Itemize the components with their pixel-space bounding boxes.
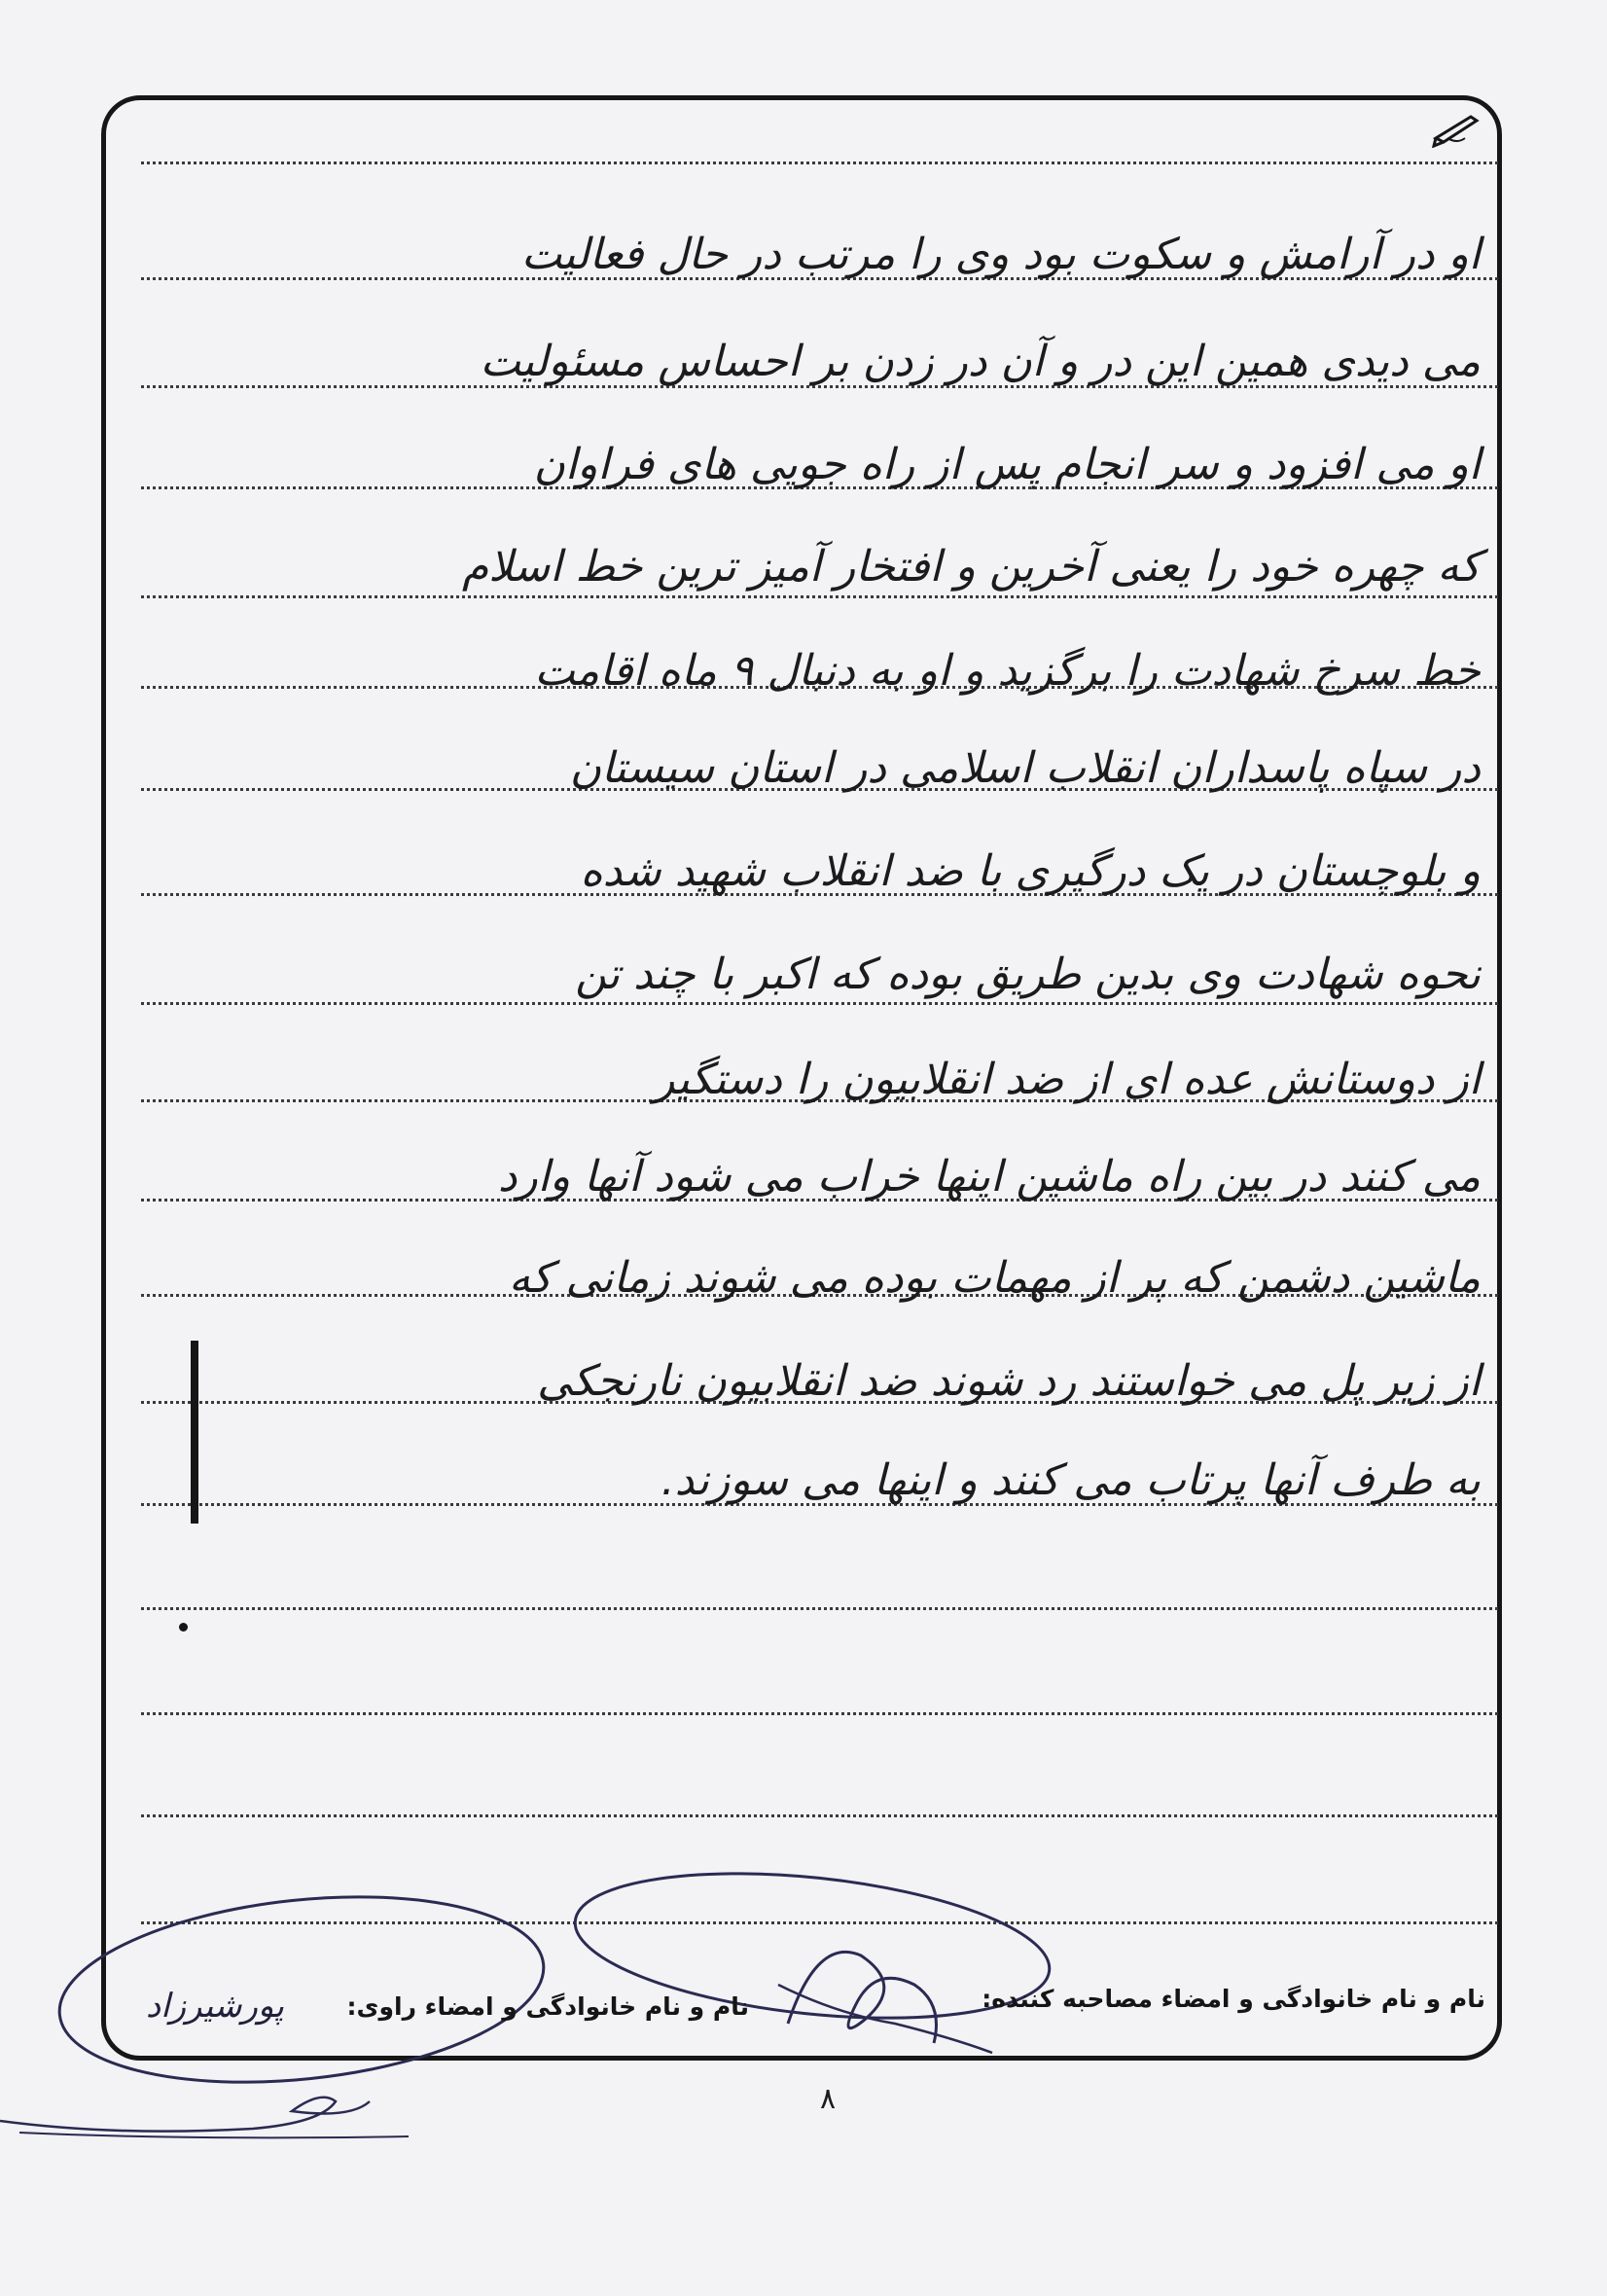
narrator-signature: پورشیرزاد: [146, 1987, 284, 2026]
narrator-label: نام و نام خانوادگی و امضاء راوی:: [346, 1992, 749, 2021]
handwritten-line: در سپاه پاسداران انقلاب اسلامی در استان سیستان: [569, 743, 1481, 793]
handwritten-line: که چهره خود را یعنی آخرین و افتخار آمیز ترین خط اسلام: [461, 542, 1481, 592]
handwritten-line: نحوه شهادت وی بدین طریق بوده که اکبر با چند تن: [575, 950, 1481, 999]
handwritten-line: می دیدی همین این در و آن در زدن بر احساس مسئولیت: [480, 337, 1481, 386]
handwritten-line: می کنند در بین راه ماشین اینها خراب می شود آنها وارد: [497, 1152, 1481, 1202]
handwritten-line: به طرف آنها پرتاب می کنند و اینها می سوزند.: [661, 1455, 1481, 1505]
handwritten-line: از دوستانش عده ای از ضد انقلابیون را دستگیر: [654, 1055, 1481, 1104]
handwritten-line: و بلوچستان در یک درگیری با ضد انقلاب شهید شده: [580, 846, 1481, 896]
handwritten-line: او در آرامش و سکوت بود وی را مرتب در حال فعالیت: [520, 230, 1481, 279]
handwritten-line: از زیر پل می خواستند رد شوند ضد انقلابیون نارنجکی: [537, 1356, 1481, 1406]
handwritten-line: ماشین دشمن که پر از مهمات بوده می شوند زمانی که: [508, 1253, 1481, 1303]
handwritten-line: او می افزود و سر انجام پس از راه جویی های فراوان: [533, 440, 1481, 489]
interviewer-label: نام و نام خانوادگی و امضاء مصاحبه کننده:: [982, 1985, 1485, 2013]
page-number: ۸: [820, 2082, 837, 2116]
handwritten-line: خط سرخ شهادت را برگزید و او به دنبال ۹ ماه اقامت: [534, 646, 1481, 696]
